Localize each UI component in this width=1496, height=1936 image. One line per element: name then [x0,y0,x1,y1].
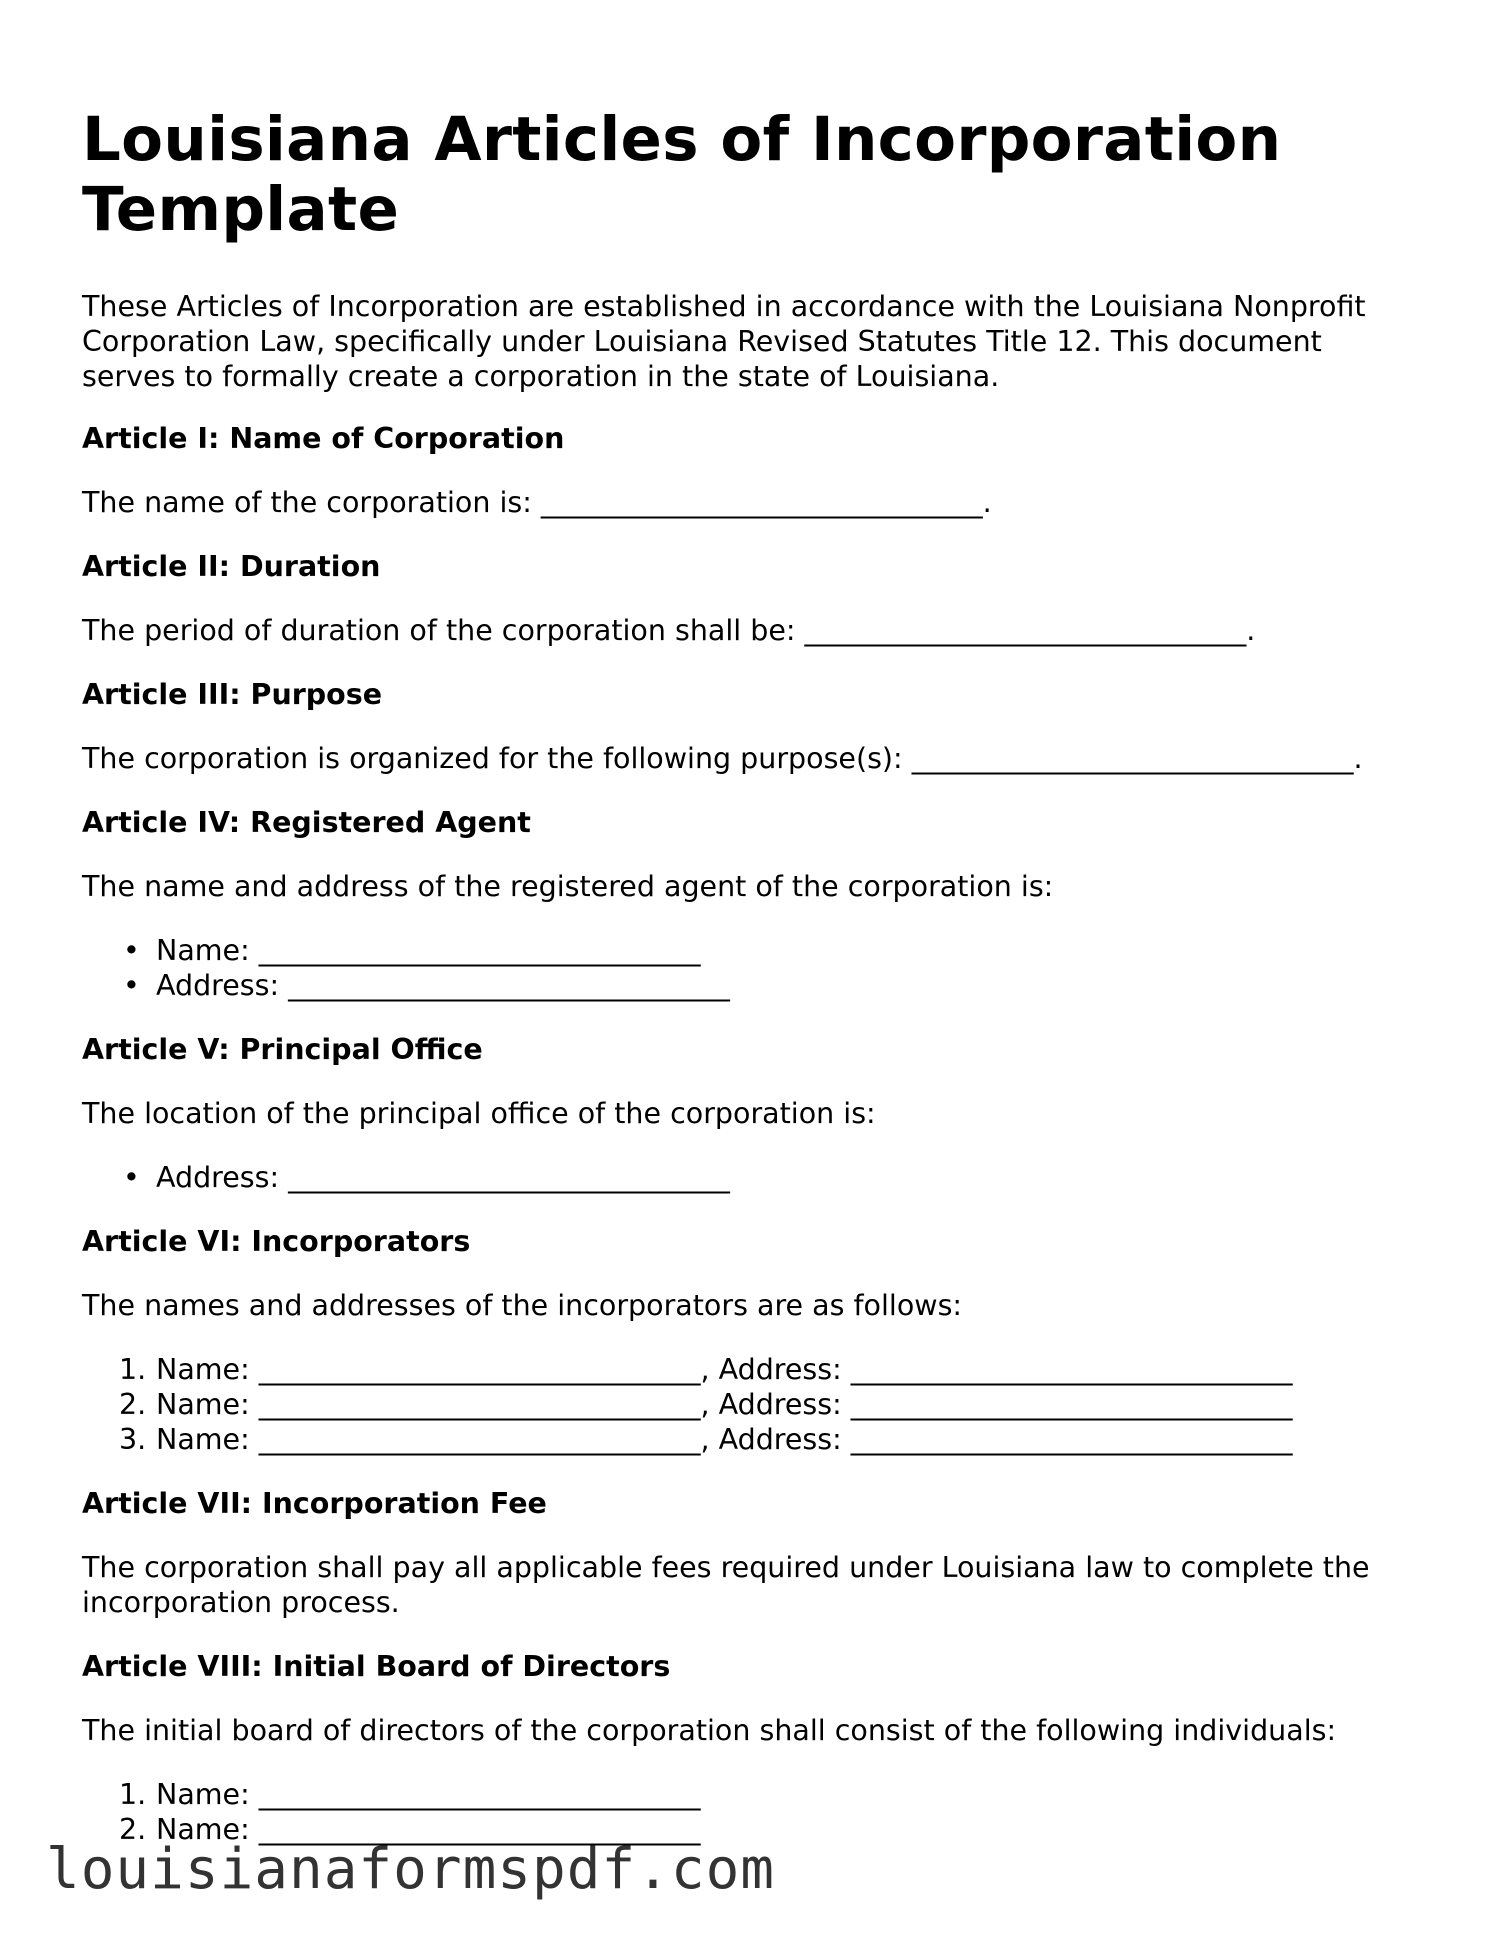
list-item [82,1387,1422,1422]
watermark: louisianaformspdf.com [46,1837,776,1902]
article-1-heading: Article I: Name of Corporation [82,422,565,455]
list-item [82,1352,1422,1387]
article-1-text: The name of the corporation is: _______________________________. [82,486,992,519]
item-number: 2. [119,1388,147,1421]
item-number: 3. [119,1423,147,1456]
item-text: Name: _______________________________, Address: _______________________________ [156,1423,1293,1456]
list-item: • Address: _______________________________ [82,1160,1422,1195]
article-8-text: The initial board of directors of the corporation shall consist of the following individuals: [82,1714,1337,1747]
article-5-heading: Article V: Principal Office [82,1033,483,1066]
article-7-heading: Article VII: Incorporation Fee [82,1487,547,1520]
list-item: • Address: _______________________________ [82,968,1422,1003]
article-2-text: The period of duration of the corporation shall be: _______________________________. [82,614,1256,647]
item-number: 2. [119,1813,147,1846]
intro-paragraph: These Articles of Incorporation are established in accordance with the Louisiana Nonprofit Corporation Law, specifically under Louisiana Revised Statutes Title 12. This document serves to formally create a corporation in the state of Louisiana. [82,290,1366,393]
article-2-heading: Article II: Duration [82,550,381,583]
item-text: Name: _______________________________, Address: _______________________________ [156,1353,1293,1386]
item-text: Name: _______________________________, Address: _______________________________ [156,1388,1293,1421]
page-title: Louisiana Articles of Incorporation Template [82,104,1282,245]
article-3-heading: Article III: Purpose [82,678,383,711]
item-number: 1. [119,1353,147,1386]
principal-office-list [82,1160,1422,1195]
article-5-text: The location of the principal office of the corporation is: [82,1097,876,1130]
article-7-text: The corporation shall pay all applicable fees required under Louisiana law to complete the incorporation process. [82,1551,1370,1619]
list-item [82,1422,1422,1457]
document-page [82,105,1422,1876]
item-text: Name: _______________________________ [156,1813,701,1846]
item-number: 1. [119,1778,147,1811]
registered-agent-list [82,933,1422,1003]
article-6-heading: Article VI: Incorporators [82,1225,471,1258]
article-8-heading: Article VIII: Initial Board of Directors [82,1650,671,1683]
article-6-text: The names and addresses of the incorporators are as follows: [82,1289,963,1322]
article-3-text: The corporation is organized for the following purpose(s): _______________________________. [82,742,1363,775]
item-text: Name: _______________________________ [156,1778,701,1811]
list-item [82,1777,1422,1812]
incorporators-list [82,1352,1422,1457]
list-item: • Name: _______________________________ [82,933,1422,968]
article-4-text: The name and address of the registered agent of the corporation is: [82,870,1054,903]
article-4-heading: Article IV: Registered Agent [82,806,531,839]
